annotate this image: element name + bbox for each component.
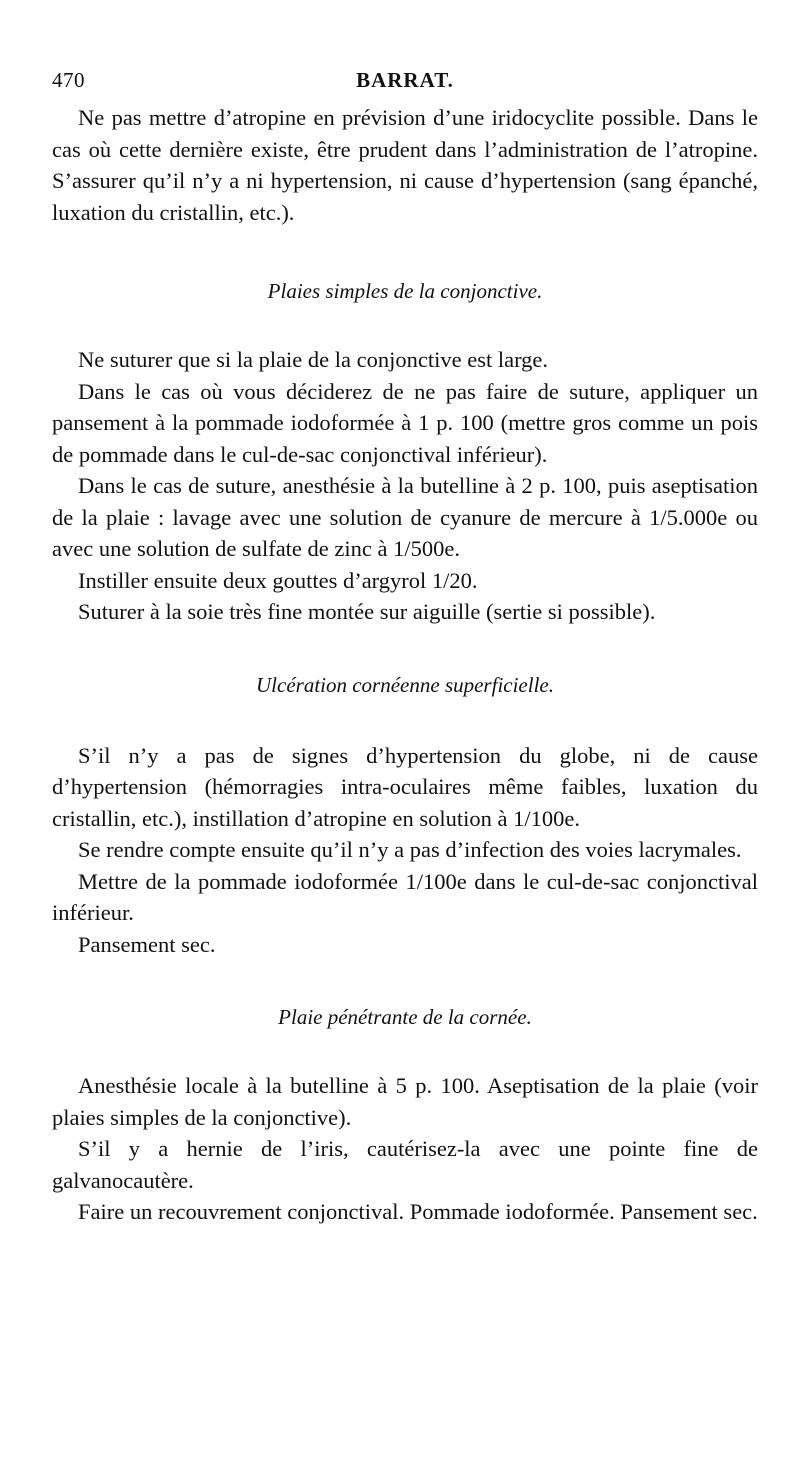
- paragraph: Dans le cas de suture, anesthésie à la butelline à 2 p. 100, puis aseptisation de la plaie : lavage avec une solution de cyanure de mercure à 1/5.000e ou avec une solution de sulfate de zinc à 1/500e.: [52, 473, 758, 561]
- section-body: [52, 1070, 758, 1228]
- paragraph: Se rendre compte ensuite qu’il n’y a pas d’infection des voies lacrymales.: [78, 837, 742, 862]
- section-body: [52, 740, 758, 961]
- paragraph: Dans le cas où vous déciderez de ne pas faire de suture, appliquer un pansement à la pommade iodoformée à 1 p. 100 (mettre gros comme un pois de pommade dans le cul-de-sac conjonctival inférieur).: [52, 378, 758, 467]
- paragraph: Suturer à la soie très fine montée sur aiguille (sertie si possible).: [78, 599, 656, 624]
- paragraph: Ne suturer que si la plaie de la conjonctive est large.: [78, 347, 549, 372]
- page: [52, 62, 758, 1228]
- paragraph: Instiller ensuite deux gouttes d’argyrol 1/20.: [78, 567, 478, 593]
- section-heading: Plaies simples de la conjonctive.: [267, 279, 543, 303]
- paragraph: Mettre de la pommade iodoformée 1/100e dans le cul-de-sac conjonctival inférieur.: [52, 868, 758, 925]
- paragraph: S’il y a hernie de l’iris, cautérisez-la avec une pointe fine de galvanocautère.: [52, 1136, 758, 1193]
- running-title: BARRAT.: [356, 68, 454, 92]
- section-body: [52, 344, 758, 628]
- paragraph: S’il n’y a pas de signes d’hypertension du globe, ni de cause d’hypertension (hémorragies intra-oculaires même faibles, luxation du cristallin, etc.), instillation d’atropine en solution à 1/100e.: [52, 742, 758, 831]
- section-heading: Plaie pénétrante de la cornée.: [278, 1005, 532, 1029]
- paragraph: Faire un recouvrement conjonctival. Pommade iodoformée. Pansement sec.: [78, 1199, 758, 1224]
- page-number: 470: [52, 68, 85, 92]
- paragraph: Pansement sec.: [78, 931, 216, 957]
- section-heading: Ulcération cornéenne superficielle.: [256, 672, 554, 697]
- paragraph: Ne pas mettre d’atropine en prévision d’une iridocyclite possible. Dans le cas où cette dernière existe, être prudent dans l’administration de l’atropine. S’assurer qu’il n’y a ni hypertension, ni cause d’hypertension (sang épanché, luxation du cristallin, etc.).: [52, 105, 758, 225]
- running-head: [52, 62, 758, 102]
- intro-section: [52, 102, 758, 228]
- paragraph: Anesthésie locale à la butelline à 5 p. 100. Aseptisation de la plaie (voir plaies simples de la conjonctive).: [52, 1073, 758, 1130]
